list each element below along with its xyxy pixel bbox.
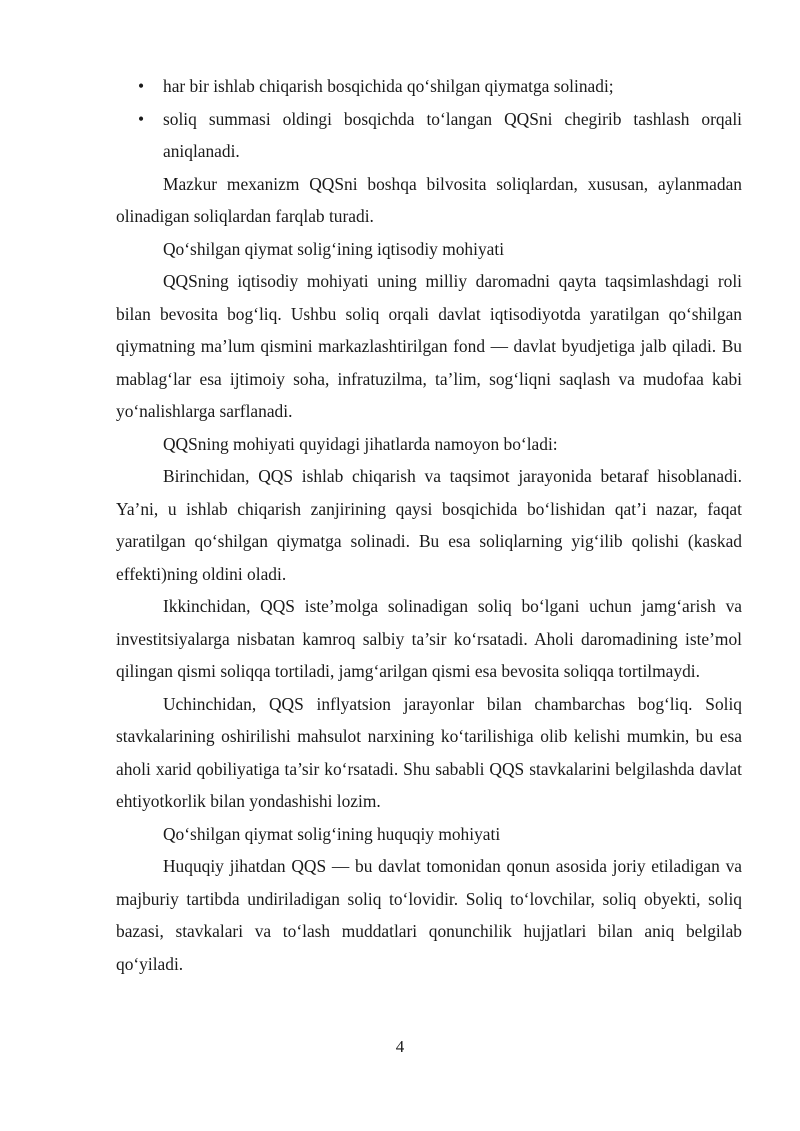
document-page xyxy=(116,70,742,980)
page-number: 4 xyxy=(395,1037,405,1056)
paragraph-legal-essence: Huquqiy jihatdan QQS — bu davlat tomonidan qonun asosida joriy etiladigan va majburiy tartibda undiriladigan soliq to‘lovidir. Soliq to‘lovchilar, soliq obyekti, soliq bazasi, stavkalari va to‘lash muddatlari qonunchilik hujjatlari bilan aniq belgilab qo‘yiladi. xyxy=(116,856,742,974)
paragraph-mechanism: Mazkur mexanizm QQSni boshqa bilvosita soliqlardan, xususan, aylanmadan olinadigan soliqlardan farqlab turadi. xyxy=(116,173,742,226)
bullet-text: soliq summasi oldingi bosqichda to‘langan QQSni chegirib tashlash orqali aniqlanadi. xyxy=(163,108,742,161)
section-heading-legal: Qo‘shilgan qiymat solig‘ining huquqiy mohiyati xyxy=(163,823,501,844)
paragraph-second: Ikkinchidan, QQS iste’molga solinadigan soliq bo‘lgani uchun jamg‘arish va investitsiyalarga nisbatan kamroq salbiy ta’sir ko‘rsatadi. Aholi daromadining iste’mol qilingan qismi soliqqa tortiladi, jamg‘arilgan qismi esa bevosita soliqqa tortilmaydi. xyxy=(116,596,742,681)
bullet-list xyxy=(116,70,742,168)
bullet-item xyxy=(116,70,742,103)
bullet-text: har bir ishlab chiqarish bosqichida qo‘shilgan qiymatga solinadi; xyxy=(163,76,614,96)
bullet-dot-icon: • xyxy=(138,76,145,96)
paragraph-first: Birinchidan, QQS ishlab chiqarish va taqsimot jarayonida betaraf hisoblanadi. Ya’ni, u ishlab chiqarish zanjirining qaysi bosqichida bo‘lishidan qat’i nazar, faqat yaratilgan qo‘shilgan qiymatga solinadi. Bu esa soliqlarning yig‘ilib qolishi (kaskad effekti)ning oldini oladi. xyxy=(116,466,742,584)
bullet-dot-icon: • xyxy=(138,108,145,129)
bullet-item xyxy=(116,103,742,168)
paragraph-aspects-intro: QQSning mohiyati quyidagi jihatlarda namoyon bo‘ladi: xyxy=(163,433,558,454)
section-heading-economic: Qo‘shilgan qiymat solig‘ining iqtisodiy mohiyati xyxy=(163,238,505,259)
paragraph-third: Uchinchidan, QQS inflyatsion jarayonlar bilan chambarchas bog‘liq. Soliq stavkalarining oshirilishi mahsulot narxining ko‘tarilishiga olib kelishi mumkin, bu esa aholi xarid qobiliyatiga ta’sir ko‘rsatadi. Shu sababli QQS stavkalarini belgilashda davlat ehtiyotkorlik bilan yondashishi lozim. xyxy=(116,693,742,811)
paragraph-economic-essence: QQSning iqtisodiy mohiyati uning milliy daromadni qayta taqsimlashdagi roli bilan bevosita bog‘liq. Ushbu soliq orqali davlat iqtisodiyotda yaratilgan qo‘shilgan qiymatning ma’lum qismini markazlashtirilgan fond — davlat byudjetiga jalb qiladi. Bu mablag‘lar esa ijtimoiy soha, infratuzilma, ta’lim, sog‘liqni saqlash va mudofaa kabi yo‘nalishlarga sarflanadi. xyxy=(116,271,742,421)
